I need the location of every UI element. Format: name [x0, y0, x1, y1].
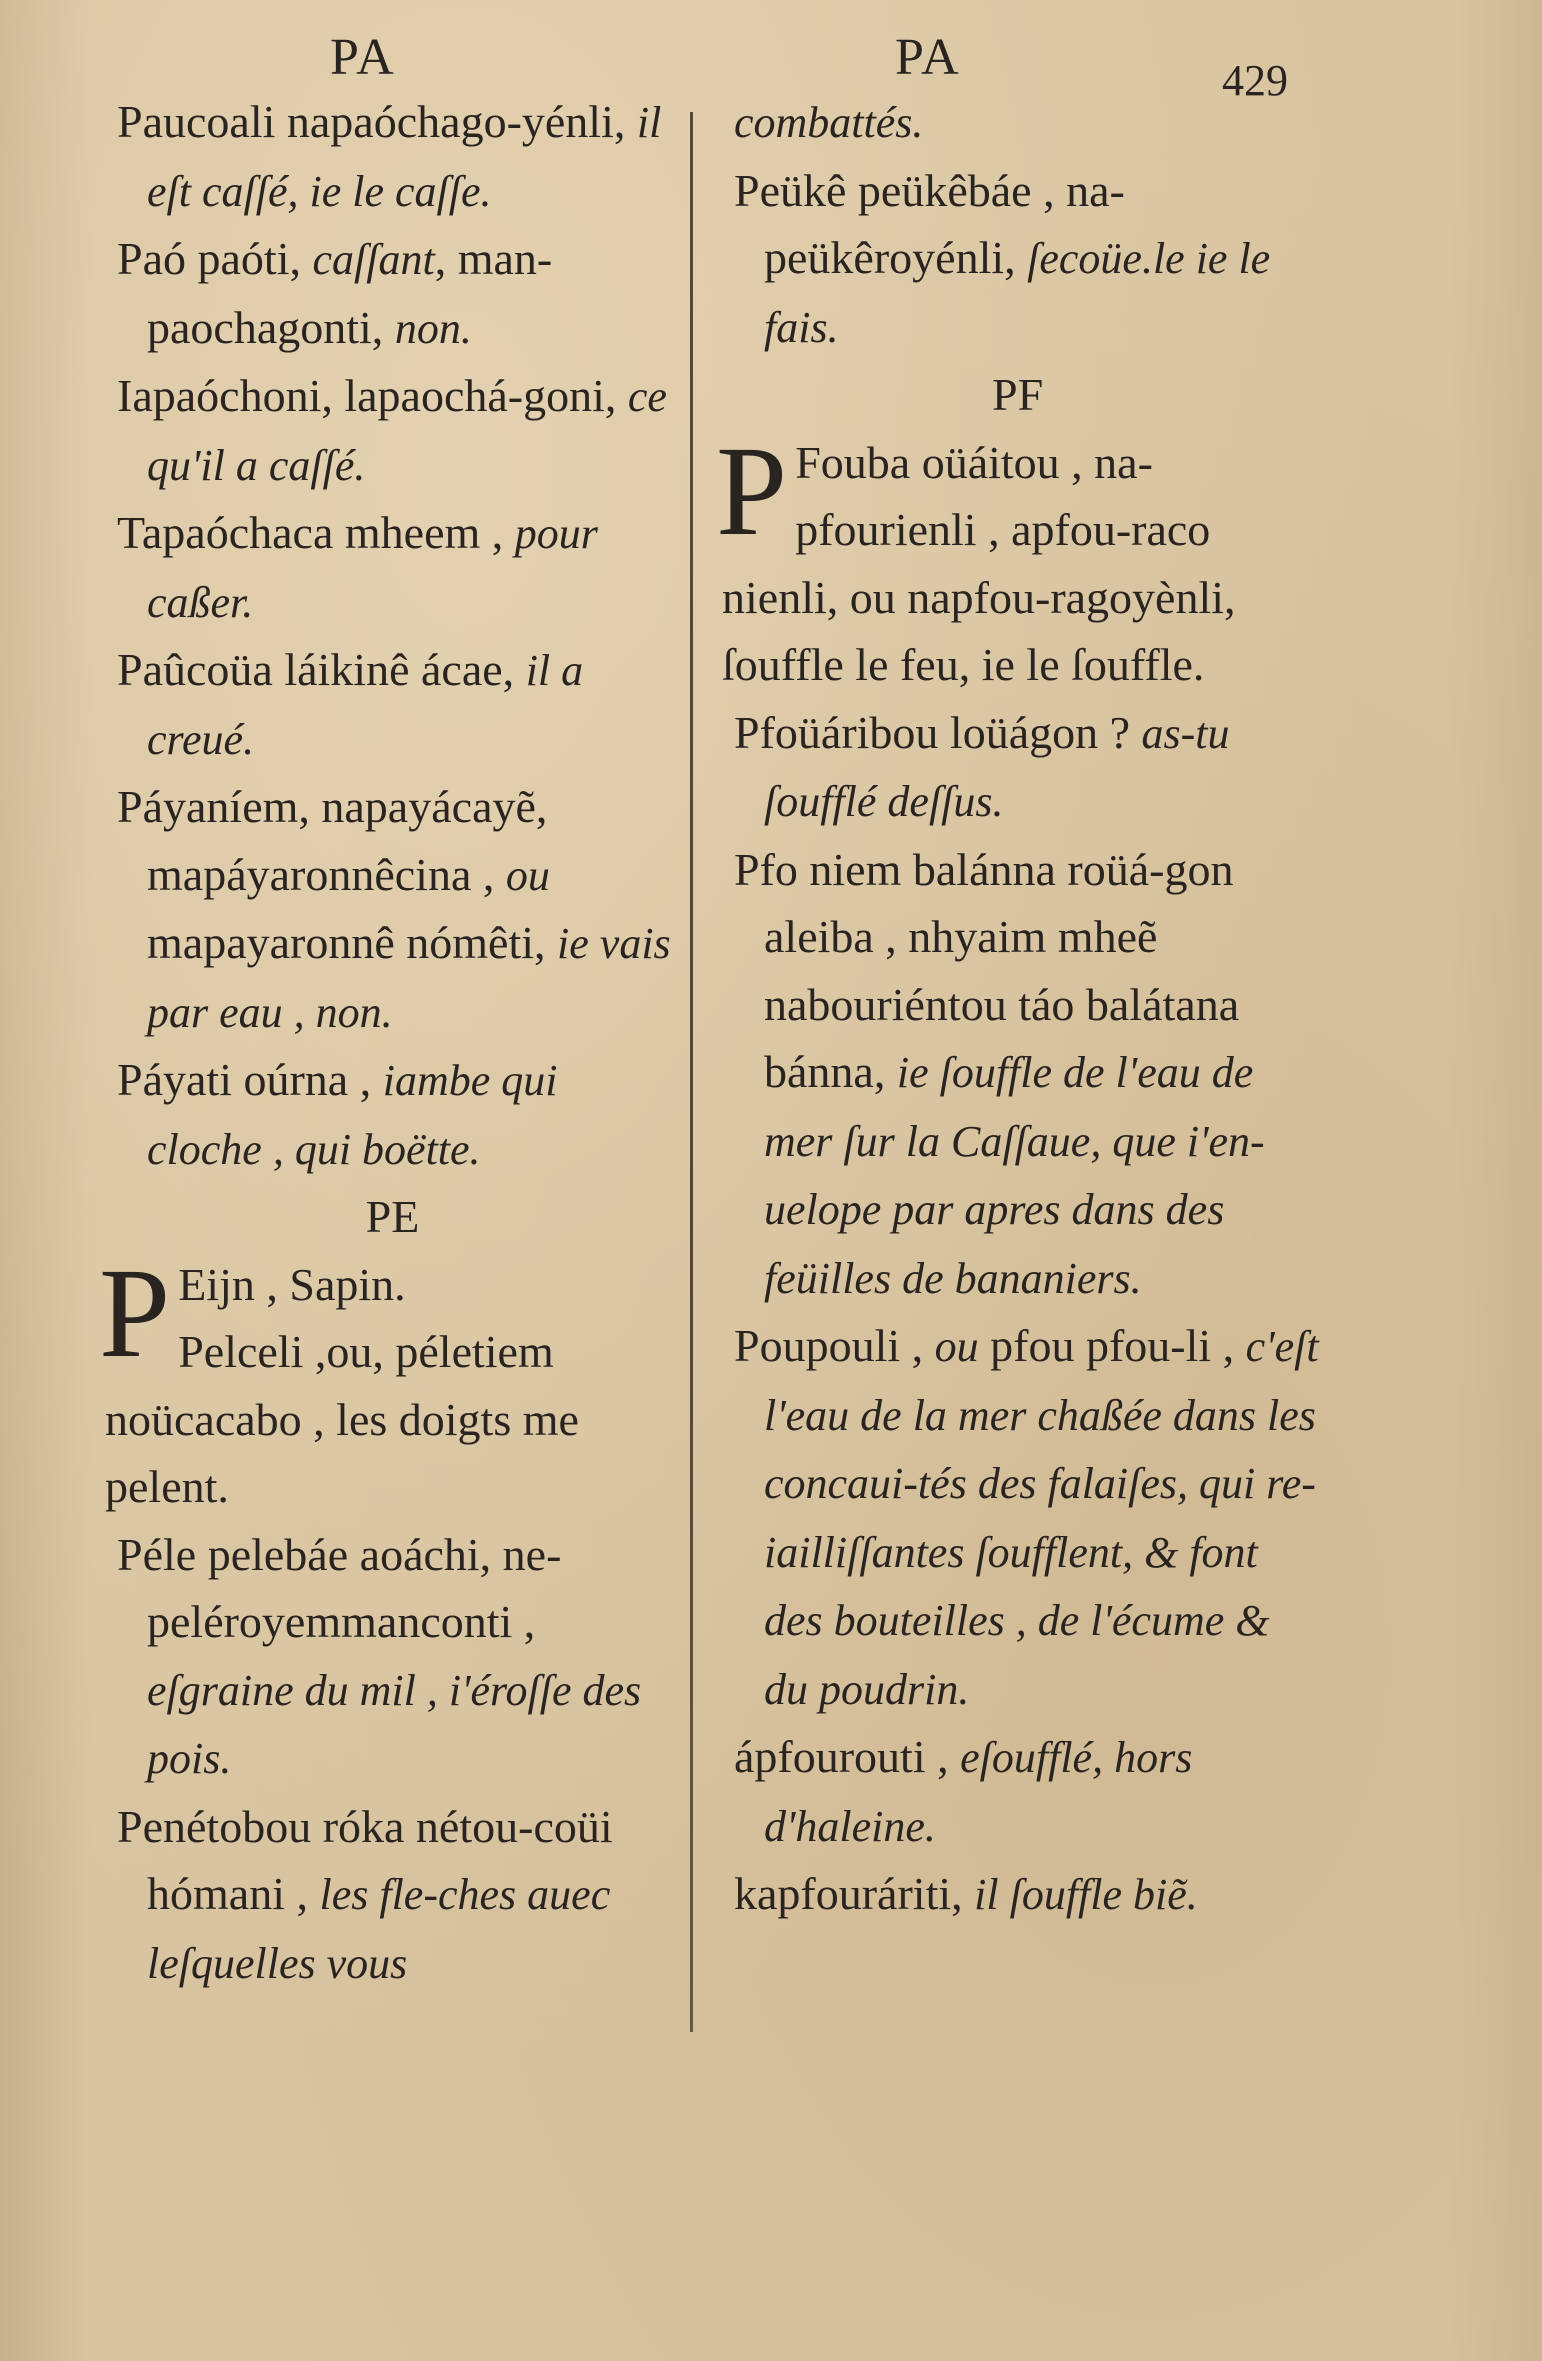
headword: , man-paochagonti, [147, 233, 553, 353]
dictionary-entry [722, 836, 1322, 1313]
french-gloss: les doigts me pelent. [105, 1393, 579, 1512]
french-gloss: ou, [326, 1326, 384, 1377]
drop-cap-letter: P [99, 1241, 171, 1384]
french-gloss: il ſouffle biẽ. [974, 1870, 1198, 1919]
headword: Penétobou róka nétou-coüi hómani , [117, 1800, 613, 1919]
headword: pfou pfou-li , [990, 1320, 1235, 1371]
dictionary-entry [722, 88, 1322, 157]
dictionary-entry [722, 1723, 1322, 1860]
dictionary-entry [105, 225, 680, 362]
headword: Iapaóchoni, lapaochá-goni, [117, 370, 617, 421]
dictionary-entry [722, 157, 1322, 362]
section-heading-pe: PE [365, 1191, 420, 1242]
headword: Fouba oüáitou , na-pfourienli , apfou-raco nienli, [722, 436, 1211, 623]
french-gloss: Sapin. [289, 1258, 406, 1310]
french-gloss: ſouffle le feu, ie le ſouffle. [722, 639, 1205, 690]
headword: Poupouli , [734, 1320, 924, 1371]
french-gloss: il a creué. [147, 646, 584, 764]
headword: mapayaronnê nómêti, [147, 917, 546, 968]
french-gloss: ſecoüe.le ie le fais. [764, 234, 1271, 352]
french-gloss: ou [934, 1322, 979, 1371]
dictionary-entry [105, 1793, 680, 1998]
french-gloss: ou [849, 571, 896, 623]
french-gloss: iambe qui cloche , qui boëtte. [147, 1056, 558, 1174]
headword: ápfourouti , [734, 1731, 949, 1782]
headword: Péle pelebáe aoáchi, ne-peléroyemmanconti , [117, 1528, 562, 1647]
headword: Eijn , [178, 1258, 278, 1310]
dictionary-entry [105, 636, 680, 773]
dictionary-entry [716, 419, 1322, 699]
headword: napfou-ragoyènli, [907, 571, 1236, 623]
headword: Paucoali napaóchago-yénli, [117, 96, 626, 147]
french-gloss: ou [505, 850, 550, 900]
dictionary-entry [105, 1046, 680, 1183]
french-gloss: non. [394, 303, 472, 353]
headword: Paûcoüa láikinê ácae, [117, 644, 515, 695]
section-heading-pf: PF [992, 369, 1044, 420]
french-gloss: les fle-ches auec leſquelles vous [147, 1870, 611, 1988]
headword: Paó paóti, [117, 233, 301, 284]
headword: péletiem noücacabo , [105, 1326, 554, 1445]
french-gloss: as-tu ſoufflé deſſus. [764, 708, 1230, 826]
dictionary-entry [722, 1860, 1322, 1929]
headword: Pfo niem balánna roüá-gon aleiba , nhyaim mheẽ nabouriéntou táo balátana bánna, [734, 843, 1240, 1097]
dictionary-entry [105, 88, 680, 225]
french-gloss: ie vais par eau , non. [147, 919, 671, 1037]
headword: Pfoüáribou loüágon ? [734, 706, 1131, 758]
headword: Páyati oúrna , [117, 1054, 372, 1105]
french-gloss: ce qu'il a caſſé. [147, 372, 667, 490]
headword: Peükê peükêbáe , na-peükêroyénli, [734, 164, 1125, 283]
dictionary-entry [105, 499, 680, 636]
dictionary-entry [99, 1241, 680, 1521]
dictionary-entry [722, 699, 1322, 836]
running-head-left: PA [330, 29, 396, 86]
dictionary-entry [105, 362, 680, 499]
headword: Tapaóchaca mheem , [117, 507, 504, 558]
french-gloss: c'eſt l'eau de la mer chaßée dans les concaui-tés des falaiſes, qui re-iailliſſantes ſoufflent, & font des bouteilles , de l'écume & du poudrin. [764, 1322, 1319, 1714]
french-gloss: eſoufflé, hors d'haleine. [764, 1733, 1193, 1851]
right-column [716, 88, 1322, 1929]
headword: Páyaníem, napayácayẽ, mapáyaronnêcina , [117, 781, 548, 900]
column-divider [690, 112, 693, 2032]
page-number: 429 [1222, 56, 1288, 105]
french-gloss: il eſt caſſé, ie le caſſe. [147, 98, 662, 216]
french-gloss: caſſant [312, 235, 435, 284]
drop-cap-letter: P [716, 419, 788, 562]
dictionary-entry [722, 1312, 1322, 1723]
left-column [99, 88, 680, 1997]
french-gloss: combattés. [734, 98, 924, 147]
dictionary-entry [105, 773, 680, 1046]
headword: Pelceli , [178, 1326, 327, 1377]
french-gloss: eſgraine du mil , i'éroſſe des pois. [147, 1665, 642, 1783]
french-gloss: ie ſouffle de l'eau de mer ſur la Caſſaue, que i'en-uelope par apres dans des feüilles de bananiers. [764, 1048, 1265, 1303]
french-gloss: pour caßer. [147, 509, 598, 627]
dictionary-entry [105, 1521, 680, 1793]
headword: kapfouráriti, [734, 1868, 963, 1919]
running-head-right: PA [895, 29, 961, 86]
